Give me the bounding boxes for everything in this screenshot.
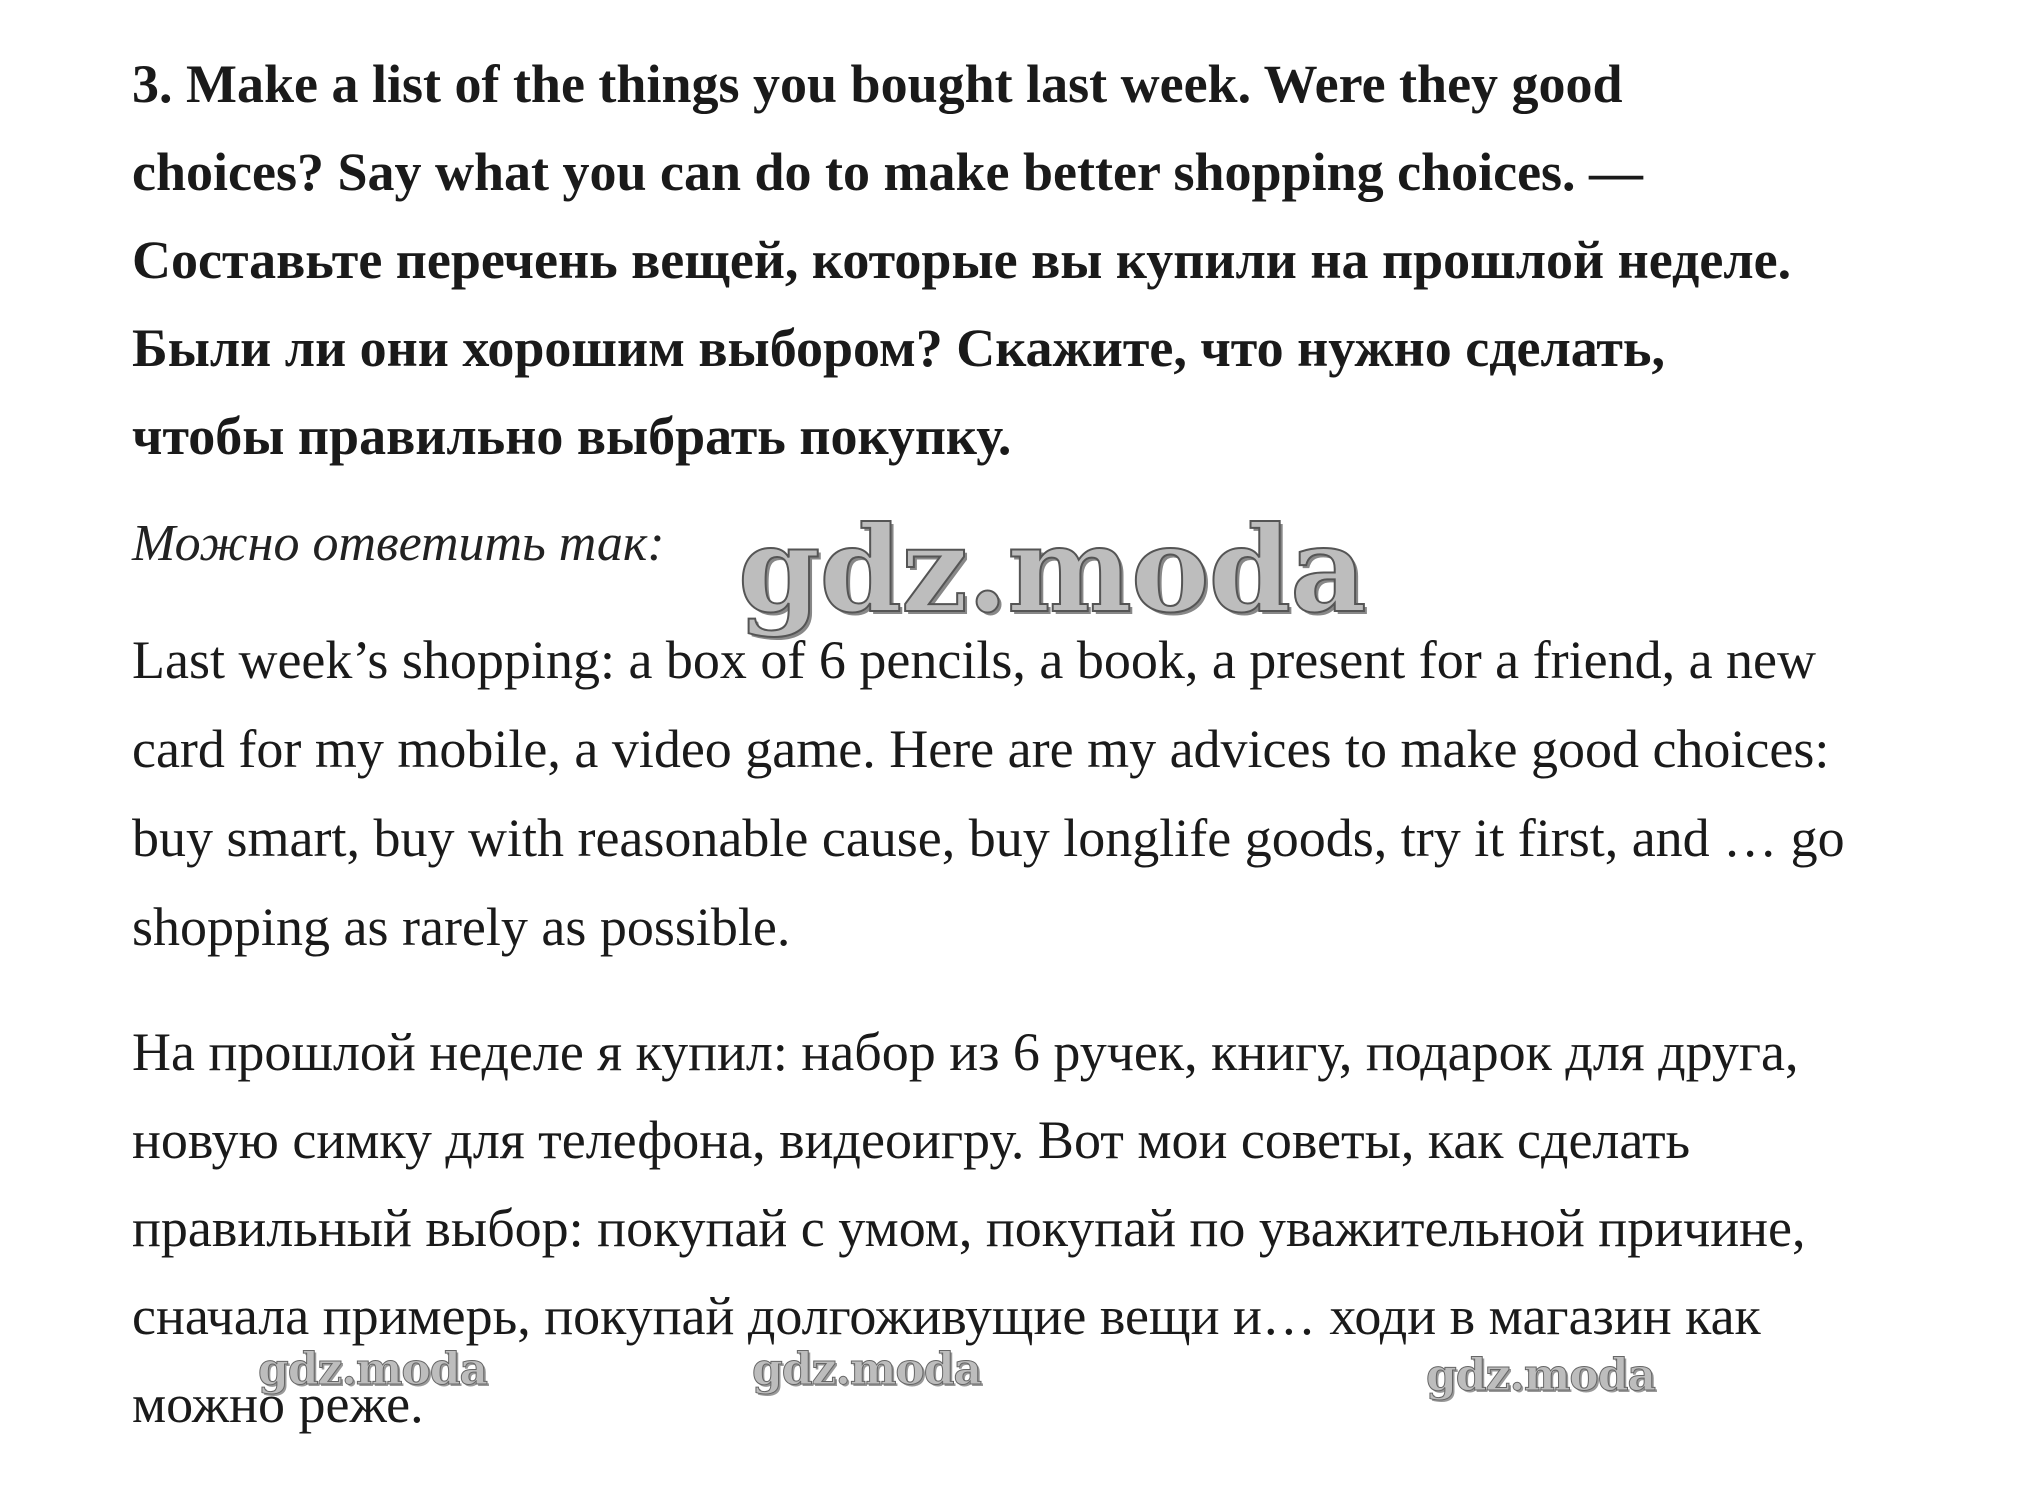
- watermark-small: gdz.moda: [258, 1344, 488, 1395]
- watermark-main: gdz.moda: [738, 500, 1366, 639]
- answer-russian: На прошлой неделе я купил: набор из 6 ручек, книгу, подарок для друга, новую симку для телефона, видеоигру. Вот мои советы, как сделать правильный выбор: покупай с умом, покупай по уважительной причине, сначала примерь, покупай долгоживущие вещи и… ходи в магазин как можно реже.: [132, 1022, 1806, 1434]
- watermark-small: gdz.moda: [1426, 1350, 1656, 1401]
- watermark-small: gdz.moda: [752, 1344, 982, 1395]
- answer-english: Last week’s shopping: a box of 6 pencils, a book, a present for a friend, a new card for my mobile, a video game. Here are my advices to make good choices: buy smart, buy with reasonable cause, buy longlife goods, try it first, and … go shopping as rarely as possible.: [132, 630, 1845, 957]
- task-heading: 3. Make a list of the things you bought last week. Were they good choices? Say what you can do to make better shopping choices. — Составьте перечень вещей, которые вы купили на прошлой неделе. Были ли они хорошим выбором? Скажите, что нужно сделать, чтобы правильно выбрать покупку.: [132, 54, 1792, 466]
- answer-intro: Можно ответить так:: [132, 515, 665, 572]
- document-page: [132, 40, 1932, 1448]
